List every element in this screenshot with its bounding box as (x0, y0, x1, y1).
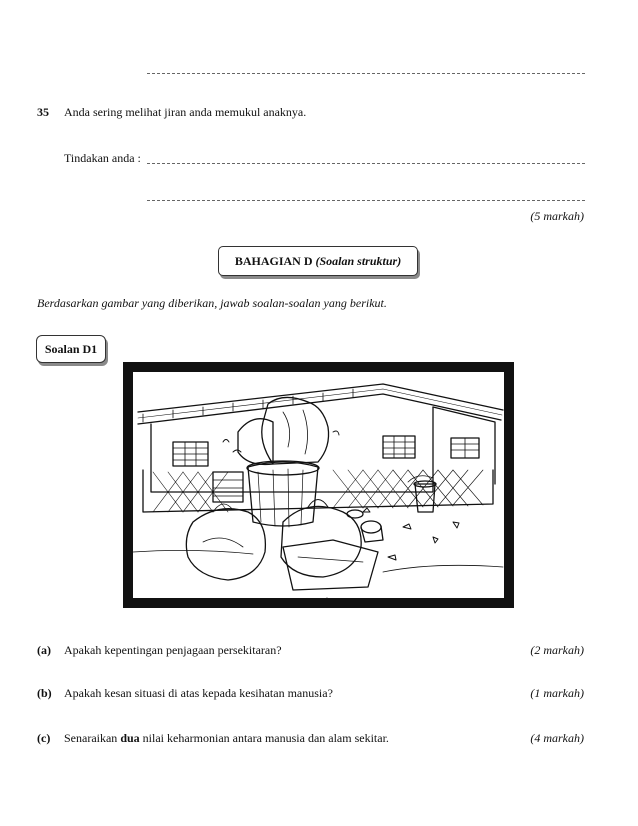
marks-a: (2 markah) (530, 643, 584, 657)
question-c-text-after: nilai keharmonian antara manusia dan alam sekitar. (139, 731, 389, 745)
question-b-text: Apakah kesan situasi di atas kepada kesihatan manusia? (64, 686, 333, 700)
instruction-text: Berdasarkan gambar yang diberikan, jawab soalan-soalan yang berikut. (37, 296, 387, 310)
question-a-text: Apakah kepentingan penjagaan persekitaran? (64, 643, 282, 657)
question-a-label: (a) (37, 643, 51, 657)
question-c-text-before: Senaraikan (64, 731, 121, 745)
section-header (218, 246, 418, 276)
question-c-text-bold: dua (120, 731, 140, 745)
marks-q35: (5 markah) (530, 209, 584, 223)
soalan-label (36, 335, 106, 363)
question-b-label: (b) (37, 686, 52, 700)
action-label: Tindakan anda : (64, 151, 141, 165)
soalan-label-text: Soalan D1 (44, 341, 98, 356)
marks-c: (4 markah) (530, 731, 584, 745)
answer-line-action[interactable] (147, 163, 585, 164)
question-number-35: 35 (37, 105, 49, 119)
question-c-text (64, 731, 389, 745)
section-subtitle: (Soalan struktur) (315, 253, 402, 268)
illustration-frame (123, 362, 514, 608)
question-c-label: (c) (37, 731, 51, 745)
marks-b: (1 markah) (530, 686, 584, 700)
garbage-illustration (133, 372, 504, 598)
answer-line-top (147, 73, 585, 74)
question-35-text: Anda sering melihat jiran anda memukul anaknya. (64, 105, 307, 119)
answer-line-2[interactable] (147, 200, 585, 201)
section-title: BAHAGIAN D (234, 253, 313, 268)
